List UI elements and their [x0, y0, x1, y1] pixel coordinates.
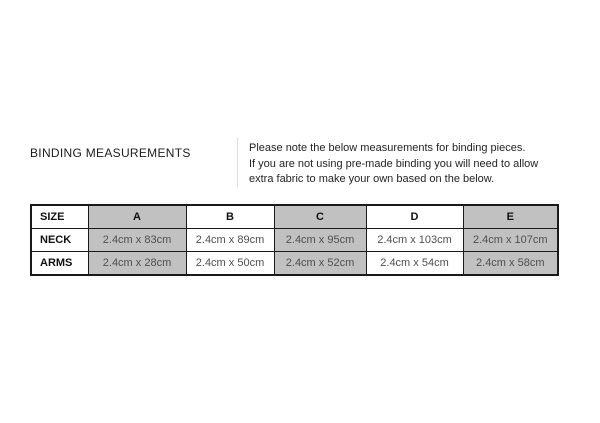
cell-neck-e: 2.4cm x 107cm: [463, 229, 558, 252]
column-header-c: C: [274, 205, 366, 229]
cell-arms-b: 2.4cm x 50cm: [186, 252, 274, 276]
cell-arms-c: 2.4cm x 52cm: [274, 252, 366, 276]
page-title: BINDING MEASUREMENTS: [30, 146, 191, 160]
cell-neck-a: 2.4cm x 83cm: [88, 229, 186, 252]
column-header-e: E: [463, 205, 558, 229]
row-label-arms: ARMS: [31, 252, 88, 276]
cell-arms-d: 2.4cm x 54cm: [366, 252, 463, 276]
cell-neck-d: 2.4cm x 103cm: [366, 229, 463, 252]
note-text: [249, 141, 538, 188]
vertical-divider: [237, 138, 238, 187]
column-header-size: SIZE: [31, 205, 88, 229]
cell-neck-c: 2.4cm x 95cm: [274, 229, 366, 252]
row-label-neck: NECK: [31, 229, 88, 252]
table-row-neck: [31, 229, 558, 252]
column-header-a: A: [88, 205, 186, 229]
cell-arms-a: 2.4cm x 28cm: [88, 252, 186, 276]
cell-arms-e: 2.4cm x 58cm: [463, 252, 558, 276]
note-line-3: extra fabric to make your own based on the below.: [249, 173, 495, 185]
table-row-arms: [31, 252, 558, 276]
column-header-b: B: [186, 205, 274, 229]
cell-neck-b: 2.4cm x 89cm: [186, 229, 274, 252]
header-row: [31, 205, 558, 229]
note-line-1: Please note the below measurements for binding pieces.: [249, 142, 526, 154]
note-line-2: If you are not using pre-made binding you will need to allow: [249, 157, 539, 170]
measurements-table: [30, 204, 559, 276]
column-header-d: D: [366, 205, 463, 229]
